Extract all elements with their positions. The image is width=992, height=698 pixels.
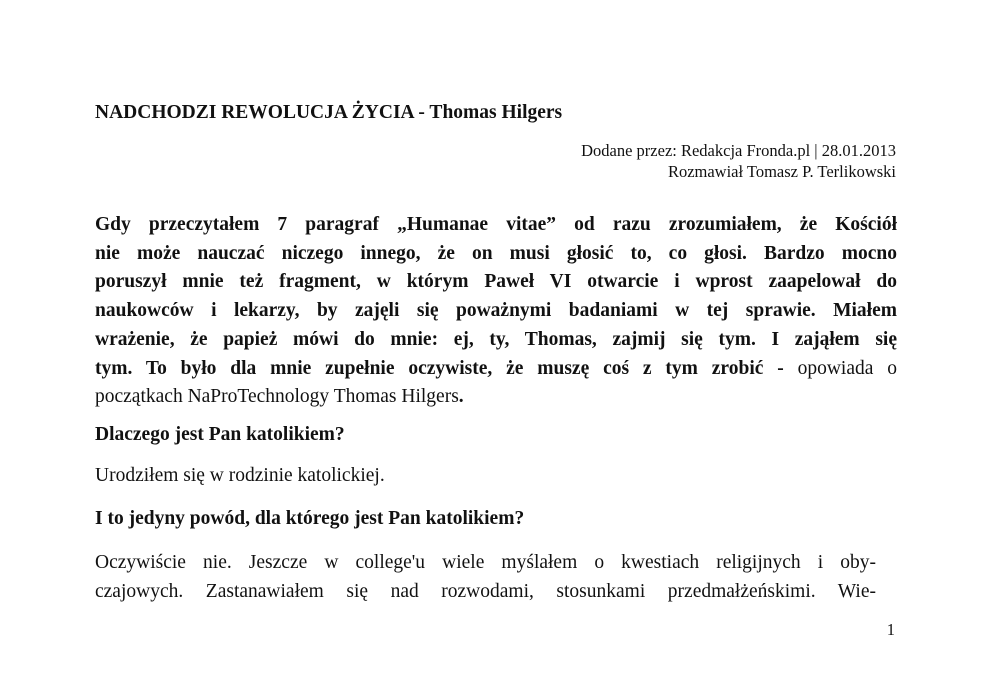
article-interviewer: Rozmawiał Tomasz P. Terlikowski [667,162,896,181]
lead-line [95,355,897,384]
interview-question: Dlaczego jest Pan katolikiem? [95,424,345,445]
article-byline: Dodane przez: Redakcja Fronda.pl | 28.01.2013 [581,141,896,160]
answer-line: czajowych. Zastanawiałem się nad rozwodami, stosunkami przedmałżeńskimi. Wie- [95,581,876,602]
lead-text: tym. To było dla mnie zupełnie oczywiste, że muszę coś z tym zrobić - [95,357,784,379]
lead-line [95,383,897,412]
lead-line [95,297,897,326]
interview-question: I to jedyny powód, dla którego jest Pan katolikiem? [95,508,525,529]
lead-attribution: początkach NaProTechnology Thomas Hilgers [95,386,459,408]
lead-line [95,211,897,240]
lead-attribution: opowiada o [783,357,897,379]
answer-line: Oczywiście nie. Jeszcze w college'u wiele myślałem o kwestiach religijnych i oby- [95,552,876,573]
lead-text: poruszył mnie też fragment, w którym Paweł VI otwarcie i wprost zaapelował do [95,271,897,293]
lead-line [95,240,897,269]
lead-line [95,268,897,297]
lead-end-mark: . [458,386,464,408]
page-number: 1 [886,620,895,639]
interview-answer-paragraph [95,548,876,606]
lead-text: naukowców i lekarzy, by zajęli się poważnymi badaniami w tej sprawie. Miałem [95,300,897,322]
article-title: NADCHODZI REWOLUCJA ŻYCIA - Thomas Hilgers [95,102,563,123]
interview-answer: Urodziłem się w rodzinie katolickiej. [95,465,385,486]
lead-text: wrażenie, że papież mówi do mnie: ej, ty, Thomas, zajmij się tym. I zająłem się [95,328,897,350]
lead-line [95,326,897,355]
lead-text: Gdy przeczytałem 7 paragraf „Humanae vitae” od razu zrozumiałem, że Kościół [95,214,897,235]
lead-text: nie może nauczać niczego innego, że on musi głosić to, co głosi. Bardzo mocno [95,242,897,264]
lead-paragraph [95,211,897,412]
